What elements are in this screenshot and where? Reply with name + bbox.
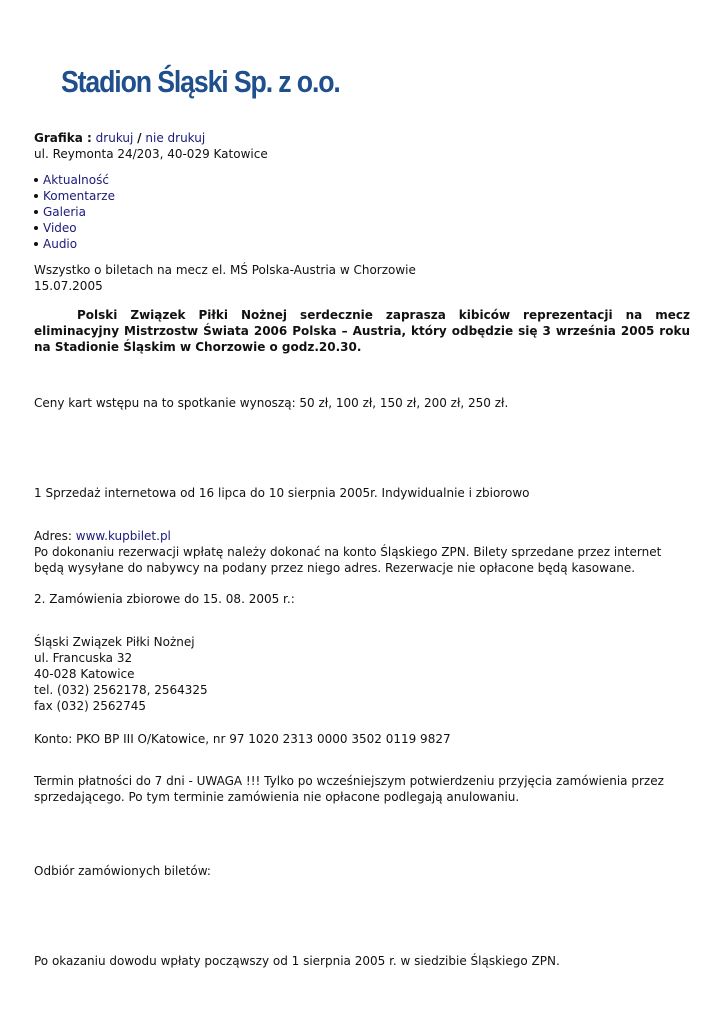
online-sale-info: 1 Sprzedaż internetowa od 16 lipca do 10 sierpnia 2005r. Indywidualnie i zbiorowo xyxy=(34,486,530,500)
print-options-label: Grafika : xyxy=(34,131,92,145)
pickup-heading: Odbiór zamówionych biletów: xyxy=(34,864,211,878)
pickup-info: Po okazaniu dowodu wpłaty począwszy od 1 sierpnia 2005 r. w siedzibie Śląskiego ZPN. xyxy=(34,954,560,968)
group-orders-info: 2. Zamówienia zbiorowe do 15. 08. 2005 r.: xyxy=(34,592,295,606)
print-options xyxy=(34,130,690,146)
contact-tel: tel. (032) 2562178, 2564325 xyxy=(34,683,208,697)
nav-link-audio[interactable]: Audio xyxy=(43,237,78,251)
contact-block xyxy=(34,634,690,714)
company-address: ul. Reymonta 24/203, 40-029 Katowice xyxy=(34,147,268,161)
reservation-info: Po dokonaniu rezerwacji wpłatę należy dokonać na konto Śląskiego ZPN. Bilety sprzedane przez internet będą wysyłane do nabywcy na podany przez niego adres. Rezerwacje nie opłacone będą kasowane. xyxy=(34,545,662,575)
print-options-separator: / xyxy=(137,131,142,145)
nav-item-aktualnosc xyxy=(34,172,690,188)
no-print-link[interactable]: nie drukuj xyxy=(145,131,206,145)
main-content xyxy=(34,130,690,969)
nav-item-komentarze xyxy=(34,188,690,204)
nav-link-video[interactable]: Video xyxy=(43,221,77,235)
contact-name: Śląski Związek Piłki Nożnej xyxy=(34,635,195,649)
article-title: Wszystko o biletach na mecz el. MŚ Polska-Austria w Chorzowie xyxy=(34,263,416,277)
nav-item-audio xyxy=(34,236,690,252)
ticket-prices: Ceny kart wstępu na to spotkanie wynoszą: 50 zł, 100 zł, 150 zł, 200 zł, 250 zł. xyxy=(34,396,509,410)
section-nav xyxy=(34,172,690,252)
sale-address xyxy=(34,528,690,544)
sale-address-label: Adres: xyxy=(34,529,72,543)
nav-item-galeria xyxy=(34,204,690,220)
contact-city: 40-028 Katowice xyxy=(34,667,135,681)
bank-account: Konto: PKO BP III O/Katowice, nr 97 1020 2313 0000 3502 0119 9827 xyxy=(34,732,451,746)
kupbilet-link[interactable]: www.kupbilet.pl xyxy=(75,529,171,543)
article-date: 15.07.2005 xyxy=(34,279,103,293)
payment-terms: Termin płatności do 7 dni - UWAGA !!! Tylko po wcześniejszym potwierdzeniu przyjęcia zamówienia przez sprzedającego. Po tym terminie zamówienia nie opłacone podlegają anulowaniu. xyxy=(34,774,664,804)
site-logo: Stadion Śląski Sp. z o.o. xyxy=(61,64,340,99)
nav-item-video xyxy=(34,220,690,236)
nav-link-komentarze[interactable]: Komentarze xyxy=(43,189,115,203)
print-link[interactable]: drukuj xyxy=(95,131,134,145)
article-intro: Polski Związek Piłki Nożnej serdecznie zaprasza kibiców reprezentacji na mecz eliminacyjny Mistrzostw Świata 2006 Polska – Austria, który odbędzie się 3 września 2005 roku na Stadionie Śląskim w Chorzowie o godz.20.30. xyxy=(34,308,690,354)
nav-link-galeria[interactable]: Galeria xyxy=(43,205,86,219)
contact-street: ul. Francuska 32 xyxy=(34,651,133,665)
contact-fax: fax (032) 2562745 xyxy=(34,699,147,713)
nav-link-aktualnosc[interactable]: Aktualność xyxy=(43,173,109,187)
